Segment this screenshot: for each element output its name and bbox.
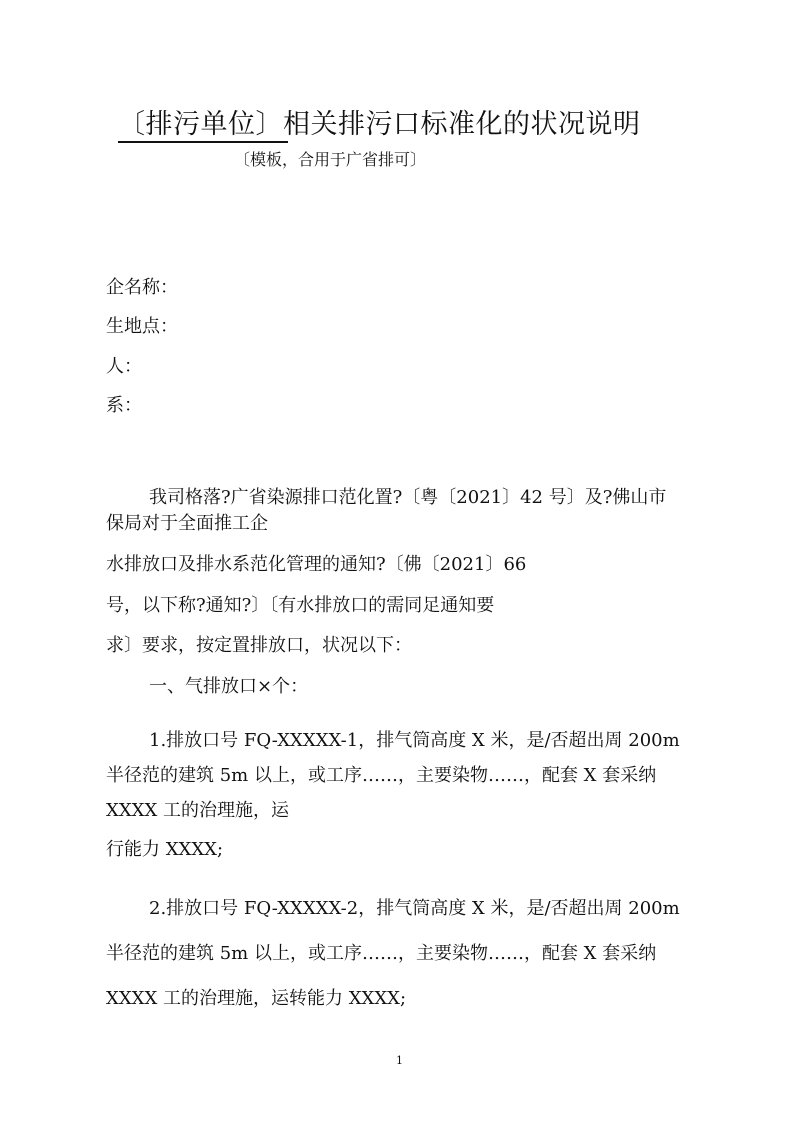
item2-line: XXXX 工的治理施，运转能力 XXXX; (106, 988, 407, 1009)
item2-line: 2.排放口号 FQ-XXXXX-2，排气筒高度 X 米，是/否超出周 200m (149, 898, 680, 919)
item1-line: 1.排放口号 FQ-XXXXX-1，排气筒高度 X 米，是/否超出周 200m (149, 730, 680, 751)
intro-line: 号，以下称?通知?〕〔有水排放口的需同足通知要 (106, 595, 495, 616)
item1-line: 行能力 XXXX; (106, 839, 224, 860)
field-person: 人： (106, 356, 142, 377)
item1-line: 半径范的建筑 5m 以上，或工序……，主要染物……，配套 X 套采纳 (106, 765, 657, 786)
intro-line: 水排放口及排水系范化管理的通知?〔佛〔2021〕66 (106, 554, 527, 575)
page-number: 1 (396, 1054, 403, 1067)
intro-line: 求〕要求，按定置排放口，状况以下： (106, 635, 412, 656)
item1-line: XXXX 工的治理施，运 (106, 800, 289, 821)
intro-line: 保局对于全面推工企 (106, 513, 268, 534)
item2-line: 半径范的建筑 5m 以上，或工序……，主要染物……，配套 X 套采纳 (106, 943, 657, 964)
section-heading: 一、气排放口×个： (149, 676, 309, 697)
field-location: 生地点： (106, 316, 178, 337)
field-contact: 系： (106, 395, 142, 416)
intro-line: 我司格落?广省染源排口范化置?〔粤〔2021〕42 号〕及?佛山市 (149, 487, 667, 508)
title-underline (118, 141, 288, 143)
document-title: 〔排污单位〕相关排污口标准化的状况说明 (118, 109, 641, 140)
document-subtitle: 〔模板，合用于广省排可〕 (234, 150, 427, 169)
field-company-name: 企名称： (106, 277, 178, 298)
